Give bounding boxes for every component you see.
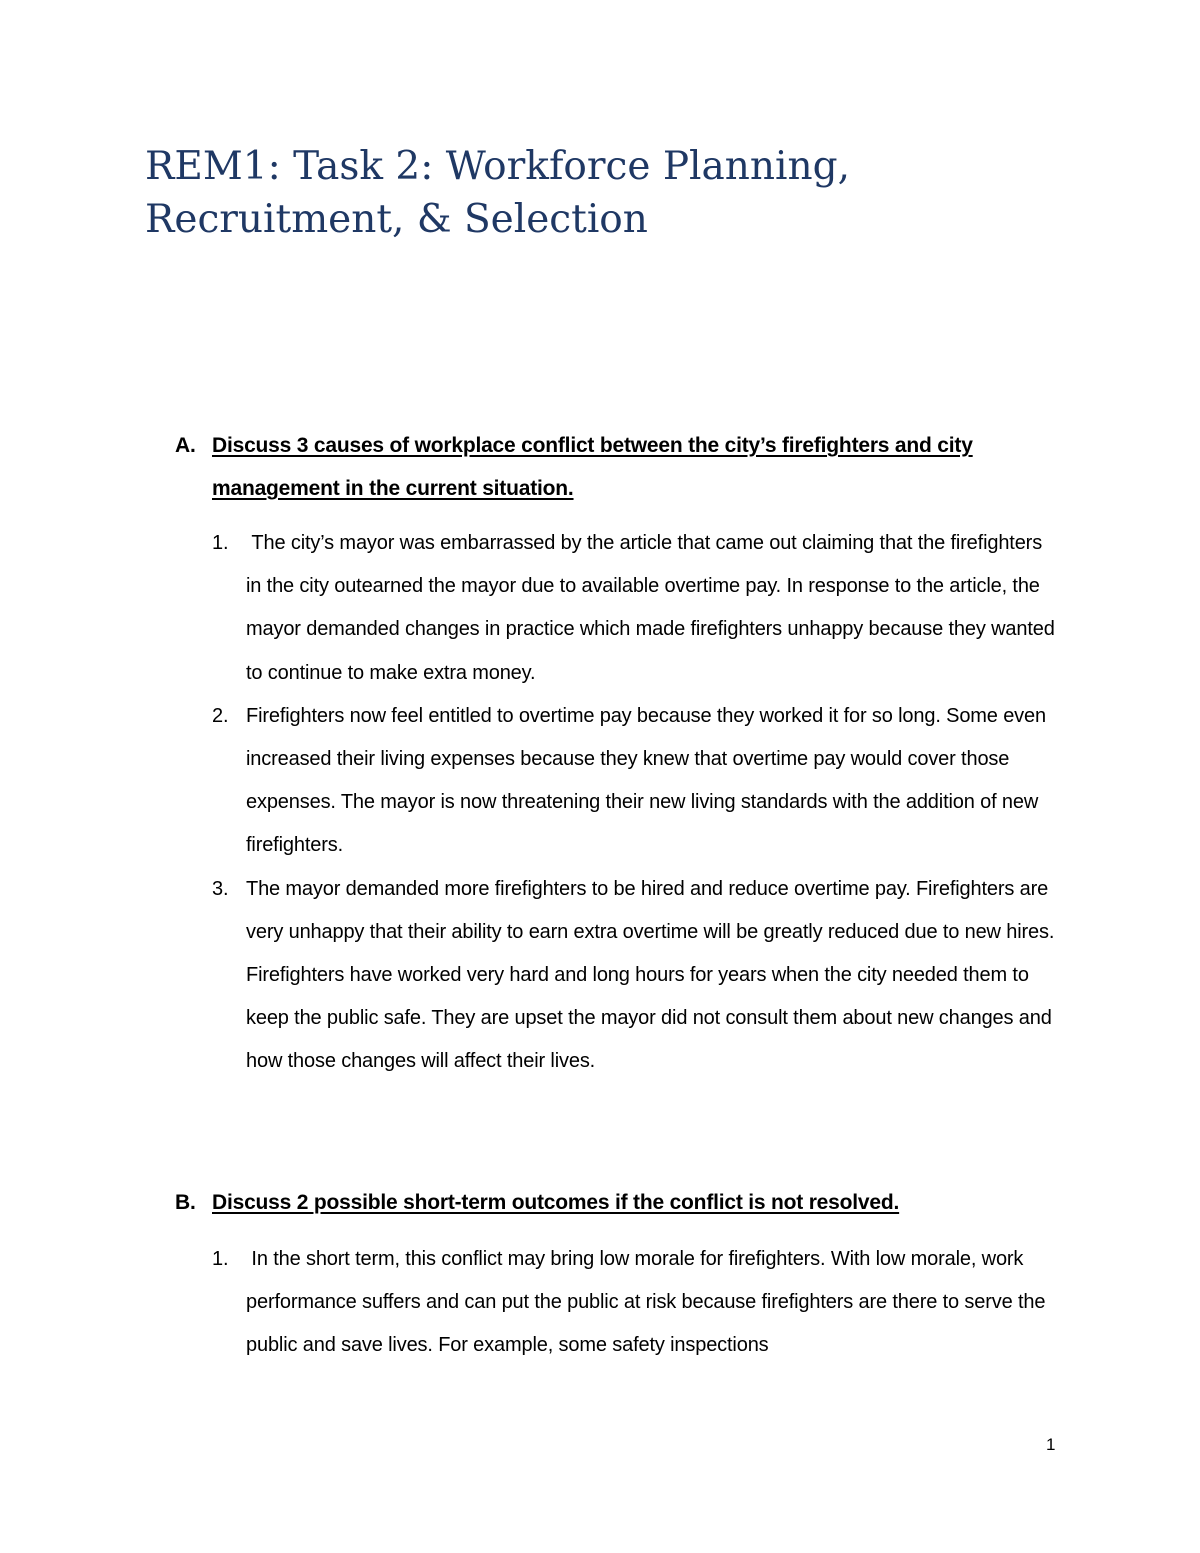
- list-item-text: The city’s mayor was embarrassed by the article that came out claiming that the firefighters in the city outearned the mayor due to available overtime pay. In response to the article, the mayor demanded changes in practice which made firefighters unhappy because they wanted to continue to make extra money.: [246, 532, 1061, 684]
- list-item-text: Firefighters now feel entitled to overtime pay because they worked it for so long. Some even increased their living expenses because they knew that overtime pay would cover those expenses. The mayor is now threatening their new living standards with the addition of new firefighters.: [246, 704, 1046, 857]
- section-a-heading-text: Discuss 3 causes of workplace conflict between the city’s firefighters and city management in the current situation.: [212, 434, 973, 500]
- list-item: [212, 1238, 1062, 1368]
- list-item-number: 3.: [212, 877, 229, 900]
- section-a-heading: [175, 424, 1035, 510]
- list-item: [212, 522, 1062, 695]
- list-item-text: In the short term, this conflict may bring low morale for firefighters. With low morale, work performance suffers and can put the public at risk because firefighters are there to serve the public and save lives. For example, some safety inspections: [246, 1248, 1051, 1357]
- list-item: [212, 695, 1062, 868]
- list-item: [212, 868, 1062, 1084]
- list-item-text: The mayor demanded more firefighters to be hired and reduce overtime pay. Firefighters are very unhappy that their ability to earn extra overtime will be greatly reduced due to new hires. Firefighters have worked very hard and long hours for years when the city needed them to keep the public safe. They are upset the mayor did not consult them about new changes and how those changes will affect their lives.: [246, 877, 1055, 1073]
- list-item-number: 1.: [212, 1248, 229, 1270]
- section-b-list: [212, 1238, 1062, 1368]
- section-b-heading-text: Discuss 2 possible short-term outcomes if the conflict is not resolved.: [212, 1191, 900, 1214]
- section-a-list: [212, 522, 1062, 1084]
- list-item-number: 1.: [212, 532, 229, 554]
- page-number: 1: [1046, 1435, 1056, 1454]
- section-b-heading: [175, 1181, 1035, 1224]
- list-item-number: 2.: [212, 704, 229, 727]
- document-title: REM1: Task 2: Workforce Planning, Recruitment, & Selection: [145, 144, 850, 242]
- section-b-letter: B.: [175, 1191, 196, 1214]
- section-a-letter: A.: [175, 434, 196, 457]
